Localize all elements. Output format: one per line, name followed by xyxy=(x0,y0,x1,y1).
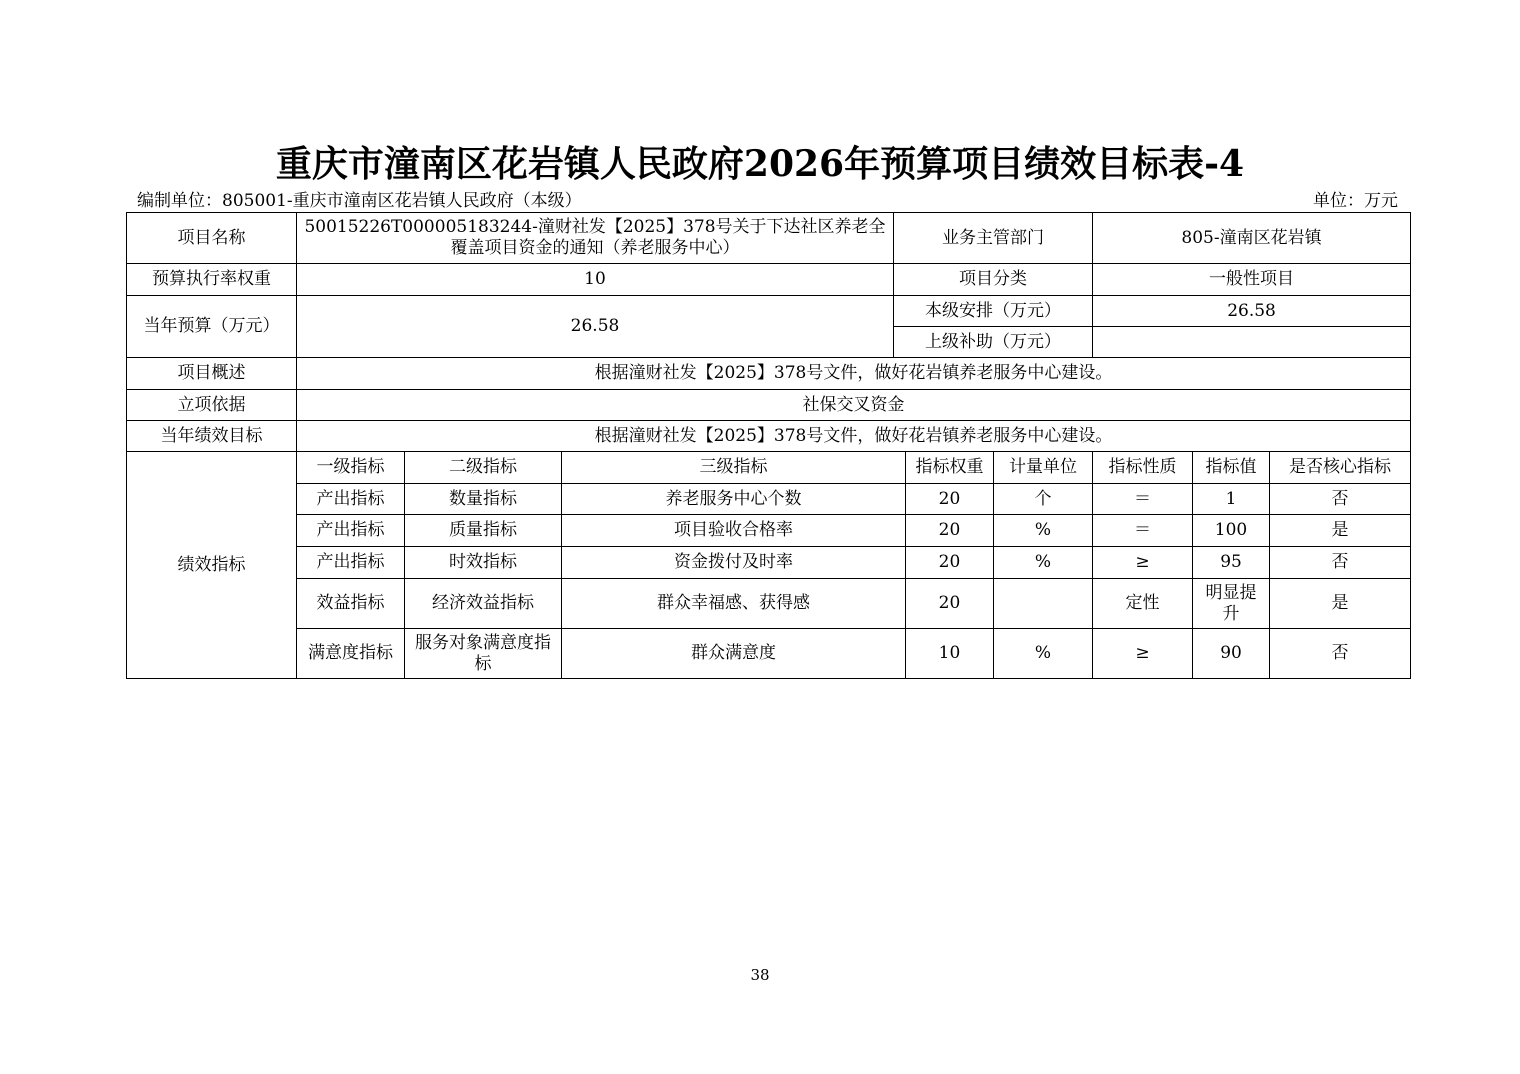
indicator-row xyxy=(127,629,1411,679)
unit-cell: 个 xyxy=(994,484,1093,515)
nature-cell: ≥ xyxy=(1093,547,1193,579)
unit-cell xyxy=(994,579,1093,629)
indicator-header-row xyxy=(127,452,1411,484)
level2-cell: 服务对象满意度指标 xyxy=(405,629,562,679)
value-cell: 95 xyxy=(1193,547,1270,579)
table-row xyxy=(127,264,1411,296)
header-value: 指标值 xyxy=(1193,452,1270,484)
category-value: 一般性项目 xyxy=(1093,264,1411,296)
value-cell: 明显提升 xyxy=(1193,579,1270,629)
indicator-row xyxy=(127,515,1411,547)
level2-cell: 数量指标 xyxy=(405,484,562,515)
dept-label: 业务主管部门 xyxy=(894,213,1093,264)
header-core: 是否核心指标 xyxy=(1270,452,1411,484)
core-cell: 是 xyxy=(1270,515,1411,547)
nature-cell: ＝ xyxy=(1093,515,1193,547)
level3-cell: 养老服务中心个数 xyxy=(562,484,906,515)
goal-value: 根据潼财社发【2025】378号文件，做好花岩镇养老服务中心建设。 xyxy=(297,421,1411,452)
header-level2: 二级指标 xyxy=(405,452,562,484)
weight-cell: 10 xyxy=(906,629,994,679)
table-row xyxy=(127,421,1411,452)
project-name-value: 50015226T000005183244-潼财社发【2025】378号关于下达社区养老全覆盖项目资金的通知（养老服务中心） xyxy=(297,213,894,264)
category-label: 项目分类 xyxy=(894,264,1093,296)
header-level3: 三级指标 xyxy=(562,452,906,484)
nature-cell: ＝ xyxy=(1093,484,1193,515)
upper-value xyxy=(1093,327,1411,358)
basis-label: 立项依据 xyxy=(127,390,297,421)
performance-table xyxy=(126,212,1411,679)
level2-cell: 经济效益指标 xyxy=(405,579,562,629)
level3-cell: 群众满意度 xyxy=(562,629,906,679)
table-row xyxy=(127,390,1411,421)
nature-cell: 定性 xyxy=(1093,579,1193,629)
table-row xyxy=(127,296,1411,327)
level2-cell: 质量指标 xyxy=(405,515,562,547)
level3-cell: 项目验收合格率 xyxy=(562,515,906,547)
nature-cell: ≥ xyxy=(1093,629,1193,679)
compiling-unit: 编制单位：805001-重庆市潼南区花岩镇人民政府（本级） xyxy=(137,191,582,211)
upper-label: 上级补助（万元） xyxy=(894,327,1093,358)
core-cell: 否 xyxy=(1270,484,1411,515)
level1-cell: 产出指标 xyxy=(297,515,405,547)
value-cell: 90 xyxy=(1193,629,1270,679)
page-number: 38 xyxy=(750,966,770,984)
budget-value: 26.58 xyxy=(297,296,894,358)
header-nature: 指标性质 xyxy=(1093,452,1193,484)
dept-value: 805-潼南区花岩镇 xyxy=(1093,213,1411,264)
indicator-row xyxy=(127,547,1411,579)
indicators-section-label: 绩效指标 xyxy=(127,452,297,679)
goal-label: 当年绩效目标 xyxy=(127,421,297,452)
level2-cell: 时效指标 xyxy=(405,547,562,579)
indicator-row xyxy=(127,579,1411,629)
level1-cell: 满意度指标 xyxy=(297,629,405,679)
local-value: 26.58 xyxy=(1093,296,1411,327)
core-cell: 是 xyxy=(1270,579,1411,629)
level3-cell: 资金拨付及时率 xyxy=(562,547,906,579)
core-cell: 否 xyxy=(1270,547,1411,579)
level1-cell: 效益指标 xyxy=(297,579,405,629)
core-cell: 否 xyxy=(1270,629,1411,679)
unit-cell: % xyxy=(994,629,1093,679)
table-row xyxy=(127,213,1411,264)
basis-value: 社保交叉资金 xyxy=(297,390,1411,421)
level1-cell: 产出指标 xyxy=(297,547,405,579)
rate-value: 10 xyxy=(297,264,894,296)
weight-cell: 20 xyxy=(906,484,994,515)
unit-cell: % xyxy=(994,547,1093,579)
project-name-label: 项目名称 xyxy=(127,213,297,264)
local-label: 本级安排（万元） xyxy=(894,296,1093,327)
level3-cell: 群众幸福感、获得感 xyxy=(562,579,906,629)
value-cell: 100 xyxy=(1193,515,1270,547)
header-weight: 指标权重 xyxy=(906,452,994,484)
weight-cell: 20 xyxy=(906,579,994,629)
level1-cell: 产出指标 xyxy=(297,484,405,515)
currency-unit: 单位：万元 xyxy=(1313,191,1398,211)
indicator-row xyxy=(127,484,1411,515)
page-title: 重庆市潼南区花岩镇人民政府2026年预算项目绩效目标表-4 xyxy=(275,143,1245,185)
summary-value: 根据潼财社发【2025】378号文件，做好花岩镇养老服务中心建设。 xyxy=(297,358,1411,390)
table-row xyxy=(127,358,1411,390)
header-level1: 一级指标 xyxy=(297,452,405,484)
value-cell: 1 xyxy=(1193,484,1270,515)
summary-label: 项目概述 xyxy=(127,358,297,390)
weight-cell: 20 xyxy=(906,547,994,579)
budget-label: 当年预算（万元） xyxy=(127,296,297,358)
header-unit: 计量单位 xyxy=(994,452,1093,484)
rate-label: 预算执行率权重 xyxy=(127,264,297,296)
weight-cell: 20 xyxy=(906,515,994,547)
unit-cell: % xyxy=(994,515,1093,547)
